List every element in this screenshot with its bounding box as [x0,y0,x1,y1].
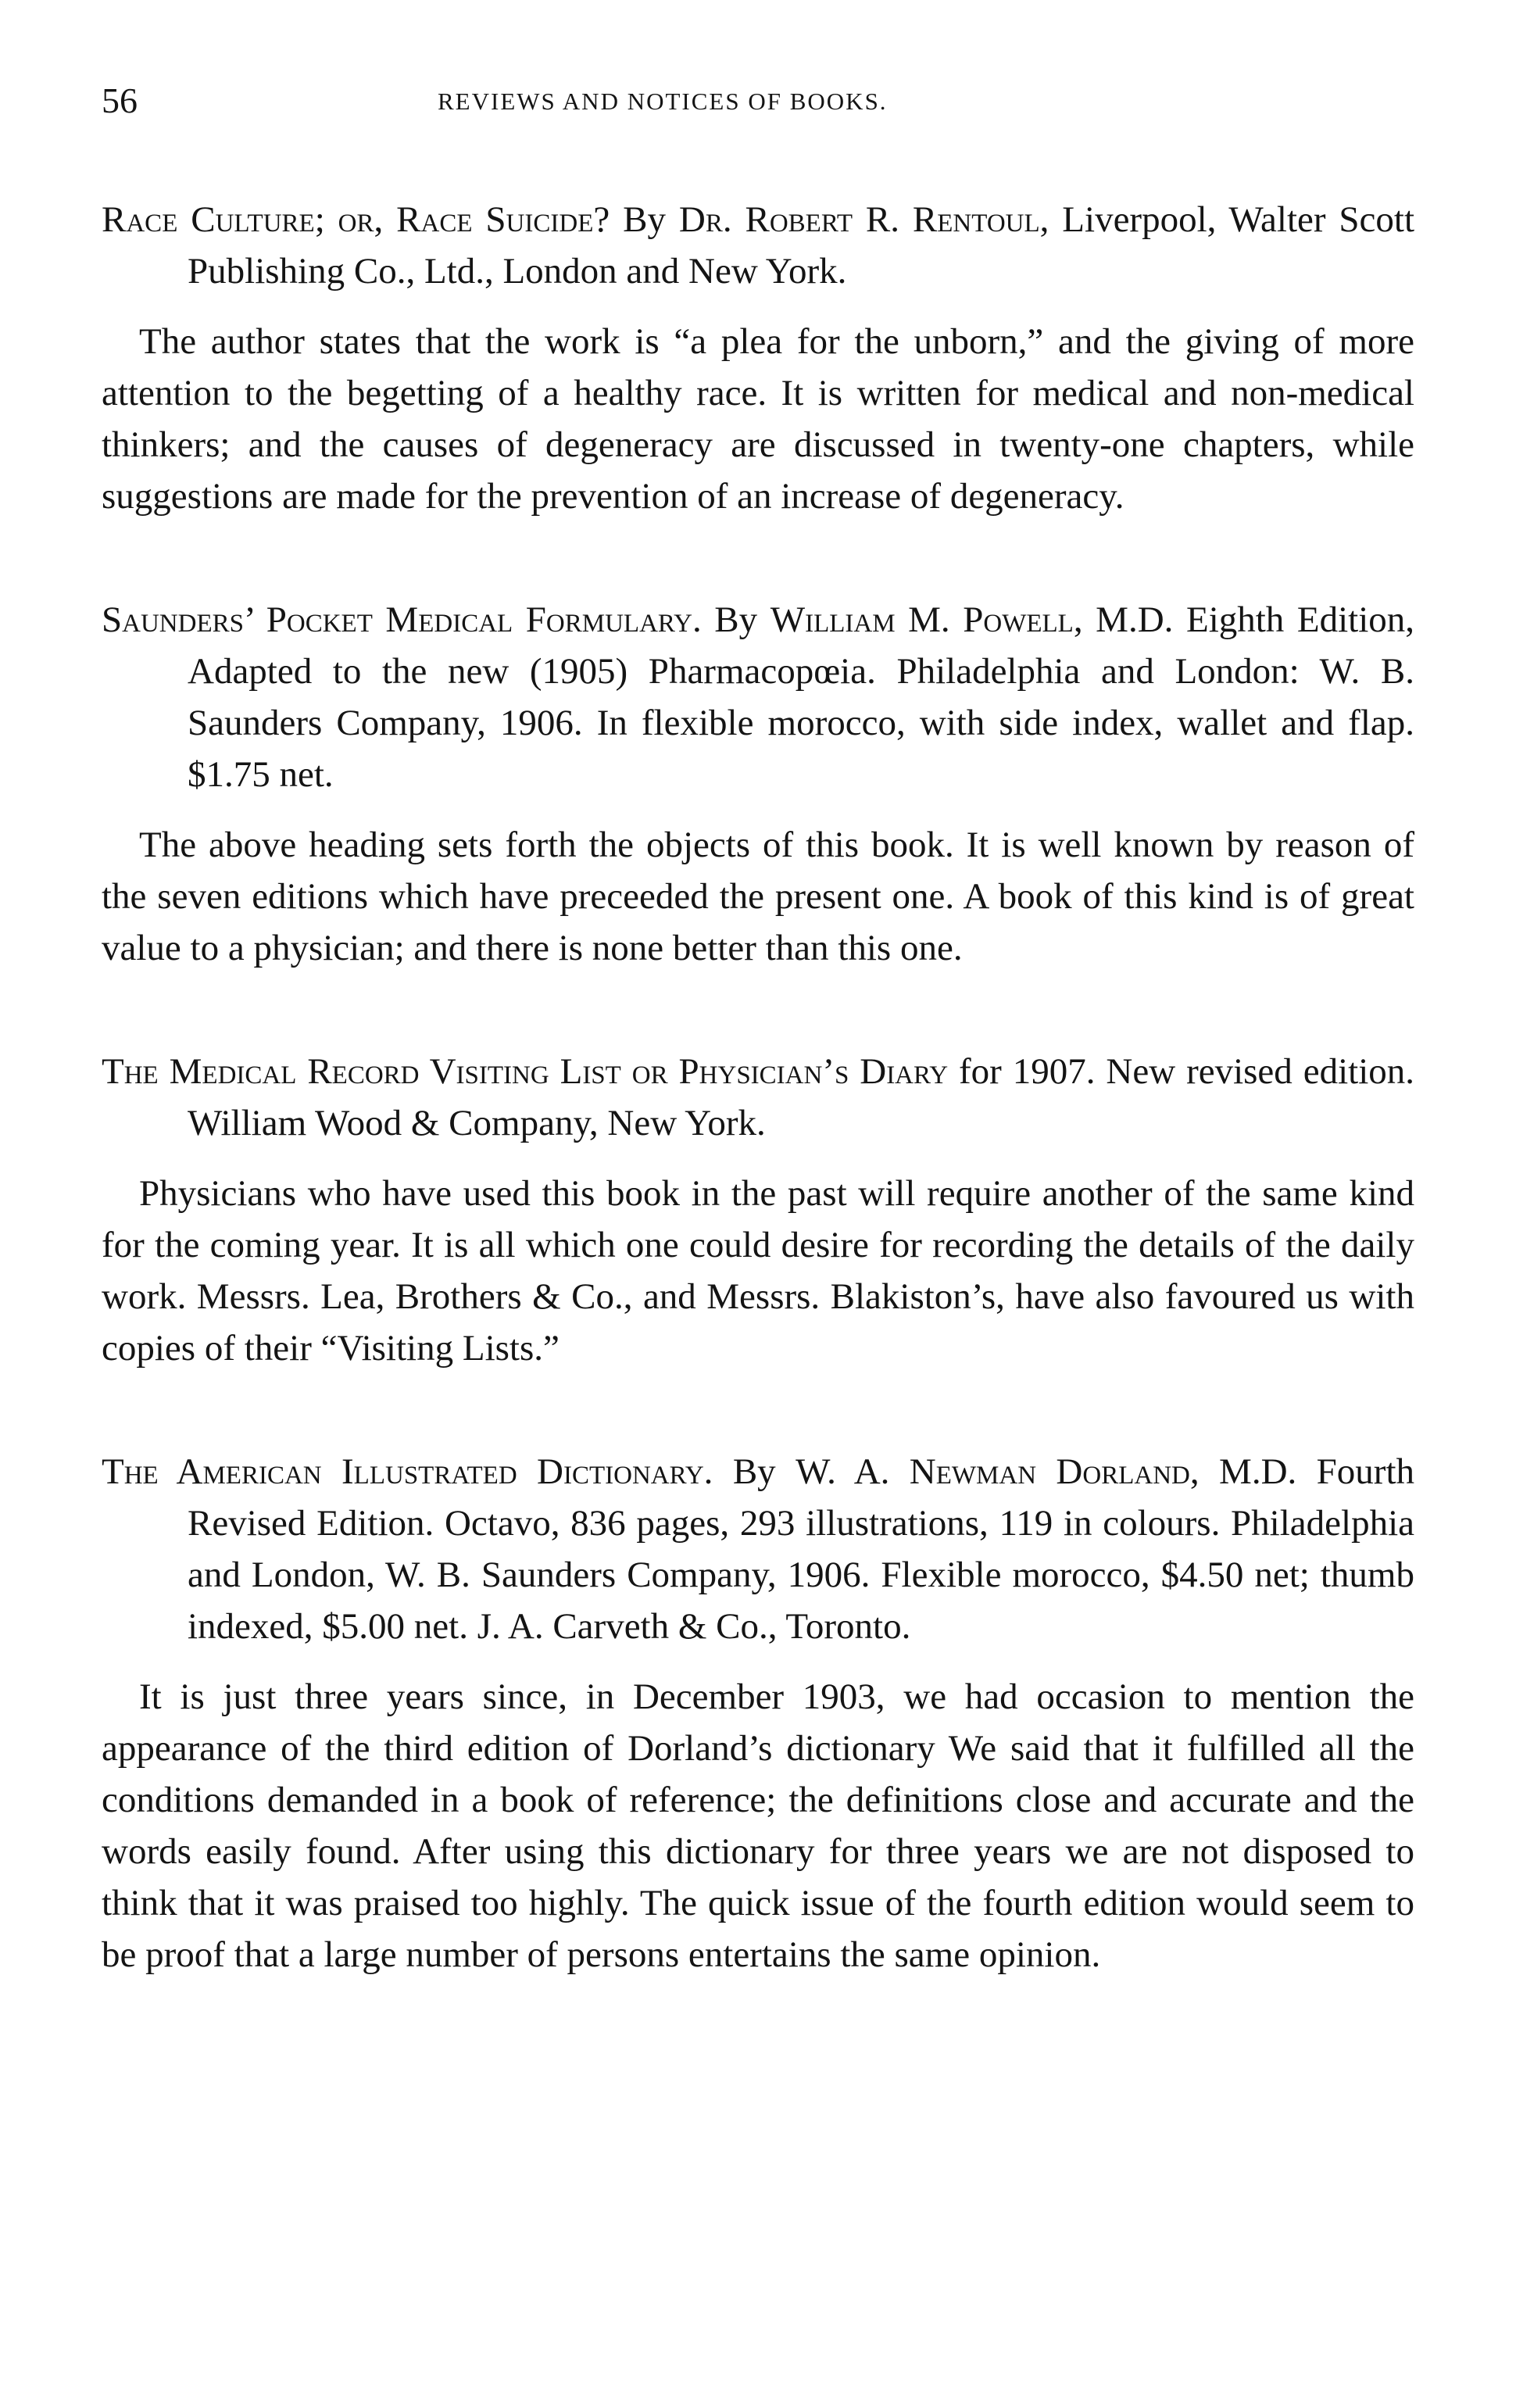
book-author: W. A. Newman Dorland, [796,1451,1200,1492]
review-text: It is just three years since, in December 1903, we had occasion to mention the appearance of the third edition of Dorland’s dictionary We said that it fulfilled all the conditions demanded in a book of reference; the definitions close and accurate and the words easily found. After using this dictionary for three years we are not disposed to think that it was praised too highly. The quick issue of the fourth edition would seem to be proof that a large number of persons entertains the same opinion. [102,1676,1414,1975]
book-title: The American Illustrated Dictionary. [102,1451,713,1492]
review-heading [102,1446,1414,1652]
by-word: By [732,1451,776,1492]
review-heading [102,594,1414,800]
review-text: The above heading sets forth the objects of this book. It is well known by reason of the seven editions which have preceeded the present one. A book of this kind is of great value to a physician; and there is none better than this one. [102,825,1414,968]
review-text: Physicians who have used this book in the past will require another of the same kind for the coming year. It is all which one could desire for recording the details of the daily work. Messrs. Lea, Brothers & Co., and Messrs. Blakiston’s, have also favoured us with copies of their “Visiting Lists.” [102,1173,1414,1369]
publication-details: M.D. Eighth Edition, Adapted to the new (1905) Pharmacopœia. Philadelphia and London: W. B. Saunders Company, 1906. In flexible morocco, with side index, wallet and flap. $1.75 net. [188,599,1415,795]
review-heading [102,194,1414,297]
by-word: By [623,199,666,240]
running-title: REVIEWS AND NOTICES OF BOOKS. [438,88,888,115]
page-number: 56 [102,81,138,120]
book-title: The Medical Record Visiting List or Physician’s Diary [102,1051,949,1092]
review-illustrated-dictionary [102,1446,1414,1980]
by-word: By [714,599,758,640]
book-author: William M. Powell, [770,599,1083,640]
publication-details: Liverpool, Walter Scott Publishing Co., Ltd., London and New York. [188,199,1415,292]
book-title: Saunders’ Pocket Medical Formulary. [102,599,702,640]
review-visiting-list [102,1046,1414,1374]
review-race-culture [102,194,1414,522]
book-author: Dr. Robert R. Rentoul, [678,199,1049,240]
book-title: Race Culture; or, Race Suicide? [102,199,610,240]
publication-details: for 1907. New revised edition. William Wood & Company, New York. [188,1051,1415,1143]
review-pocket-formulary [102,594,1414,974]
review-text: The author states that the work is “a plea for the unborn,” and the giving of more attention to the begetting of a healthy race. It is written for medical and non-medical thinkers; and the causes of degeneracy are discussed in twenty-one chapters, while suggestions are made for the prevention of an increase of degeneracy. [102,321,1414,517]
review-heading [102,1046,1414,1149]
book-page [102,78,1414,2052]
running-head [102,78,1414,141]
publication-details: M.D. Fourth Revised Edition. Octavo, 836 pages, 293 illustrations, 119 in colours. Philadelphia and London, W. B. Saunders Company, 1906. Flexible morocco, $4.50 net; thumb indexed, $5.00 net. J. A. Carveth & Co., Toronto. [188,1451,1415,1647]
